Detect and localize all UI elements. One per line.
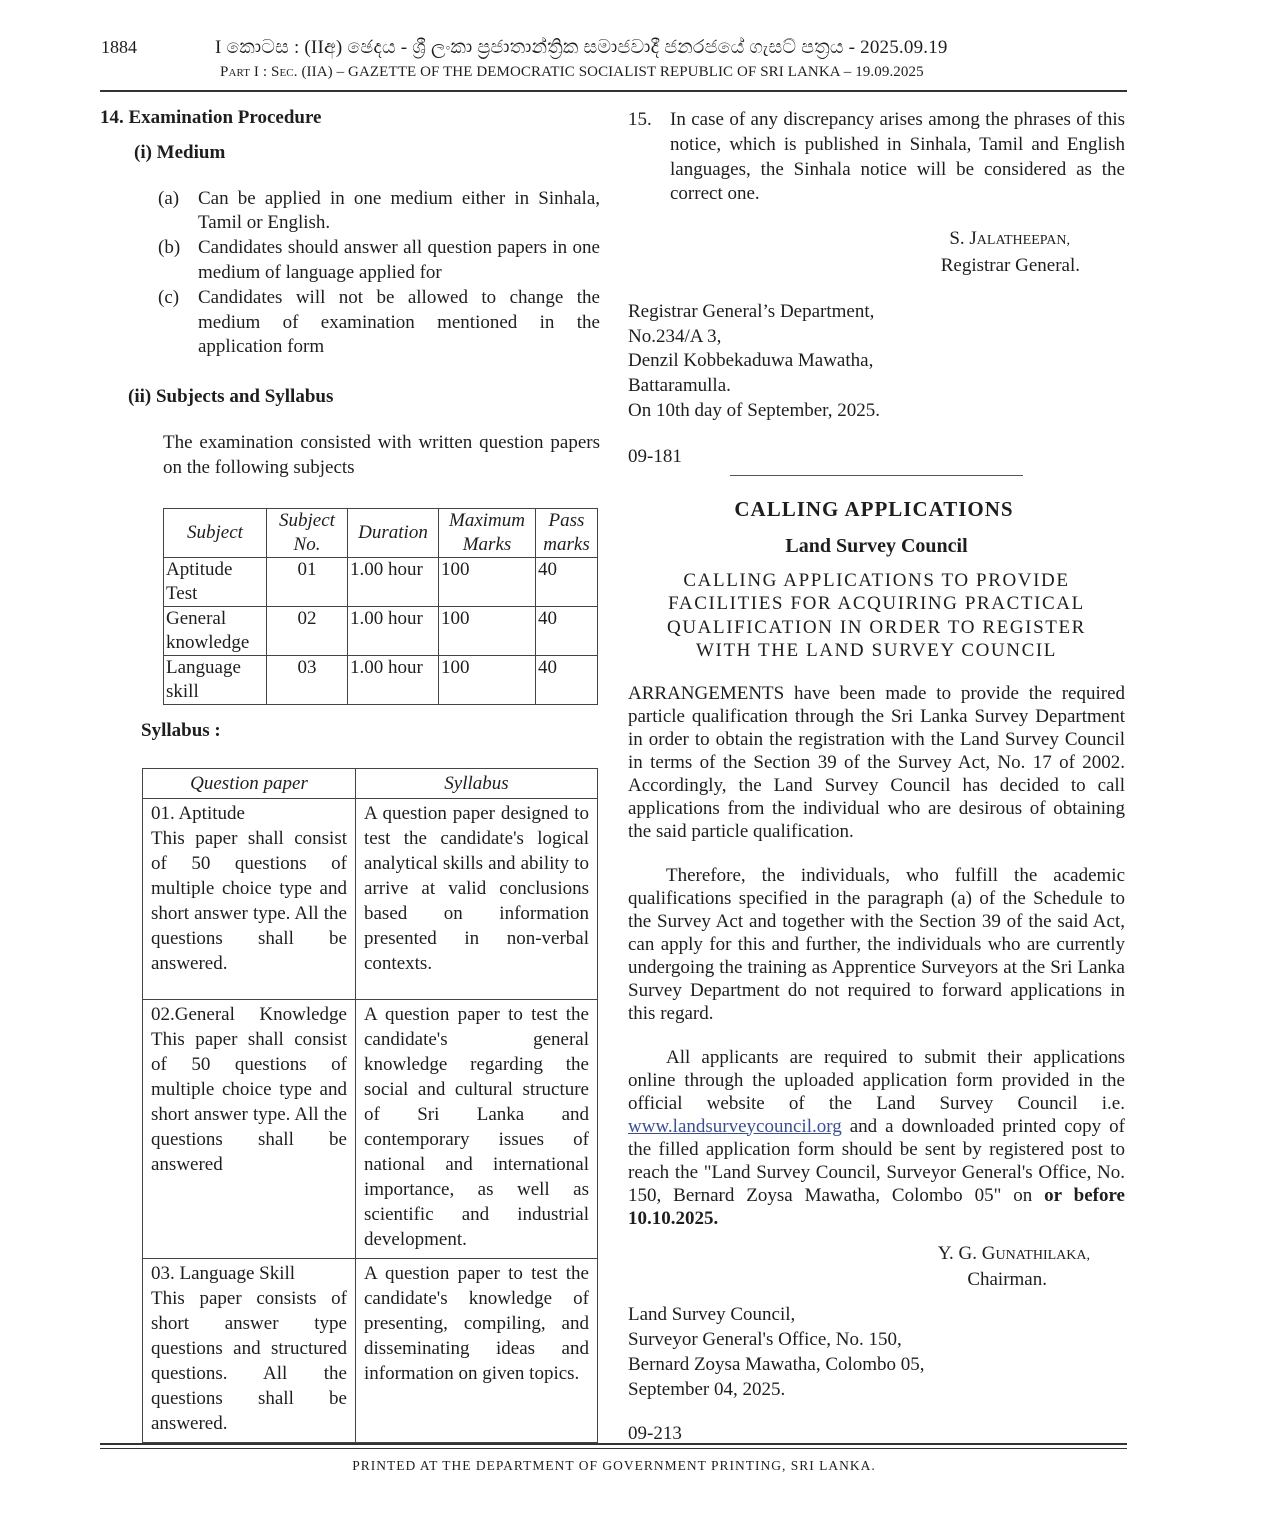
table-row [164,656,598,705]
medium-list [158,187,600,361]
footer-rule [100,1443,1127,1445]
english-gazette-title: Part I : Sec. (IIA) – GAZETTE OF THE DEMOCRATIC SOCIALIST REPUBLIC OF SRI LANKA – 19.09.2025 [220,64,924,80]
notice-subheading: CALLING APPLICATIONS TO PROVIDE FACILITIES FOR ACQUIRING PRACTICAL QUALIFICATION IN ORDER TO REGISTER WITH THE LAND SURVEY COUNCIL [667,569,1086,662]
subsection-title-subjects: (ii) Subjects and Syllabus [128,386,334,408]
signatory-name: S. JALATHEEPAN, [949,228,1070,250]
item-label: (a) [158,187,180,209]
address-line: Registrar General’s Department, [628,300,875,322]
signatory-name: Y. G. GUNATHILAKA, [937,1242,1090,1264]
column-header: Question paper [143,769,356,799]
cell-subject: Language skill [164,656,267,705]
signatory-title: Registrar General. [940,254,1080,276]
item-text: Candidates will not be allowed to change the medium of examination mentioned in the application form [198,286,600,358]
address-line: Battaramulla. [628,375,731,397]
cell-question-paper [143,1259,356,1443]
signatory-registrar [628,227,1125,279]
column-header: Duration [348,509,439,558]
address-line: Land Survey Council, [628,1304,796,1326]
right-column [628,108,1125,470]
notice-divider [730,475,1023,476]
sinhala-gazette-title: I කොටස : (IIඅ) ඡෙදය - ශ්‍රී ලංකා ප්‍රජාතාන්ත්‍රික සමාජවාදී ජනරජයේ ගැසට් පත්‍රය - 2025.09.19 [215,37,948,58]
column-header: Subject [164,509,267,558]
table-header-row [143,769,598,799]
section-title-examination-procedure: 14. Examination Procedure [100,107,322,128]
cell-pass-marks: 40 [536,656,598,705]
paper-description: This paper consists of short answer type questions and structured questions. All the questions shall be answered. [151,1288,347,1434]
cell-subject: Aptitude Test [164,558,267,607]
signatory-title: Chairman. [967,1269,1047,1291]
column-header: Syllabus [356,769,598,799]
cell-duration: 1.00 hour [348,656,439,705]
cell-duration: 1.00 hour [348,558,439,607]
item-text: In case of any discrepancy arises among the phrases of this notice, which is published in Sinhala, Tamil and English languages, the Sinhala notice will be considered as the correct one. [670,109,1125,205]
table-row [164,558,598,607]
cell-subject-no: 03 [267,656,348,705]
paper-title: 03. Language Skill [151,1263,296,1284]
list-item [158,187,600,237]
gazette-name: (IIA) – GAZETTE OF THE DEMOCRATIC SOCIALIST REPUBLIC OF SRI LANKA – 19.09.2025 [301,64,924,80]
paper-title: 01. Aptitude [151,803,245,824]
footer-rule-thin [100,1448,1127,1449]
sec-label: Sec. [271,64,298,80]
paper-description: This paper shall consist of 50 questions of multiple choice type and short answer type. All the questions shall be answered. [151,828,347,974]
left-column [100,106,600,481]
column-header: Subject No. [267,509,348,558]
page-number: 1884 [101,37,137,57]
reference-number: 09-213 [628,1423,682,1445]
cell-syllabus: A question paper designed to test the candidate's logical analytical skills and ability to arrive at valid conclusions based on information presented in non-verbal contexts. [356,799,598,1000]
address-registrar [628,300,1125,424]
cell-duration: 1.00 hour [348,607,439,656]
table-row [143,799,598,1000]
item-text: Can be applied in one medium either in Sinhala, Tamil or English. [198,187,600,234]
paper-description: This paper shall consist of 50 questions of multiple choice type and short answer type. All the questions shall be answered [151,1029,347,1175]
cell-pass-marks: 40 [536,607,598,656]
cell-subject: General knowledge [164,607,267,656]
signatory-chairman [628,1242,1125,1294]
cell-question-paper [143,1000,356,1259]
column-header: Pass marks [536,509,598,558]
address-council [628,1303,1125,1402]
website-link[interactable]: www.landsurveycouncil.org [628,1115,842,1137]
cell-pass-marks: 40 [536,558,598,607]
header-rule [100,90,1127,92]
syllabus-title: Syllabus : [141,720,221,741]
subjects-intro: The examination consisted with written question papers on the following subjects [163,431,600,478]
cell-subject-no: 02 [267,607,348,656]
reference-number: 09-181 [628,445,682,467]
part-label: Part I [220,64,260,80]
subsection-title-medium: (i) Medium [134,141,226,163]
notice-paragraph: Therefore, the individuals, who fulfill the academic qualifications specified in the paragraph (a) of the Schedule to the Survey Act and together with the Section 39 of the said Act, can apply for this and further, the individuals who are currently undergoing the training as Apprentice Surveyors at the Sri Lanka Survey Department do not required to forward applications in this regard. [628,864,1125,1024]
item-text: Candidates should answer all question papers in one medium of language applied for [198,237,600,283]
cell-subject-no: 01 [267,558,348,607]
table-row [143,1259,598,1443]
cell-syllabus: A question paper to test the candidate's general knowledge regarding the social and cultural structure of Sri Lanka and contemporary issues of national and international importance, as well as scientific and industrial development. [356,1000,598,1259]
list-item [158,286,600,360]
item-label: (c) [158,286,180,308]
subjects-table [163,508,598,705]
address-line: Denzil Kobbekaduwa Mawatha, [628,350,874,372]
cell-max-marks: 100 [439,558,536,607]
item-label: 15. [628,109,652,130]
cell-max-marks: 100 [439,656,536,705]
notice-heading: CALLING APPLICATIONS [734,497,1014,521]
notice-organization: Land Survey Council [785,534,968,557]
cell-syllabus: A question paper to test the candidate's knowledge of presenting, compiling, and disseminating ideas and information on given topics. [356,1259,598,1443]
address-line: Bernard Zoysa Mawatha, Colombo 05, [628,1353,925,1375]
notice-calling-applications [628,497,1125,1447]
address-line: September 04, 2025. [628,1378,786,1400]
item-15 [628,108,1125,207]
address-line: Surveyor General's Office, No. 150, [628,1328,902,1350]
table-row [164,607,598,656]
table-header-row [164,509,598,558]
cell-question-paper [143,799,356,1000]
notice-paragraph: ARRANGEMENTS have been made to provide the required particle qualification through the Sri Lanka Survey Department in order to obtain the registration with the Land Survey Council in terms of the Section 39 of the Survey Act, No. 17 of 2002. Accordingly, the Land Survey Council has decided to call applications from the individual who are desirous of obtaining the said particle qualification. [628,682,1125,842]
printer-footer: PRINTED AT THE DEPARTMENT OF GOVERNMENT PRINTING, SRI LANKA. [352,1458,876,1473]
deadline-text: or before 10.10.2025. [628,1184,1125,1229]
address-line: On 10th day of September, 2025. [628,399,881,421]
notice-paragraph: All applicants are required to submit their applications online through the uploaded application form provided in the official website of the Land Survey Council i.e. www.landsurveycouncil.org and a downloaded printed copy of the filled application form should be sent by registered post to reach the "Land Survey Council, Surveyor General's Office, No. 150, Bernard Zoysa Mawatha, Colombo 05" on or before 10.10.2025. [628,1046,1125,1229]
syllabus-table [142,768,598,1443]
column-header: Maximum Marks [439,509,536,558]
table-row [143,1000,598,1259]
paper-title: 02.General Knowledge [151,1004,347,1025]
item-label: (b) [158,237,181,259]
address-line: No.234/A 3, [628,325,722,347]
cell-max-marks: 100 [439,607,536,656]
list-item [158,236,600,286]
